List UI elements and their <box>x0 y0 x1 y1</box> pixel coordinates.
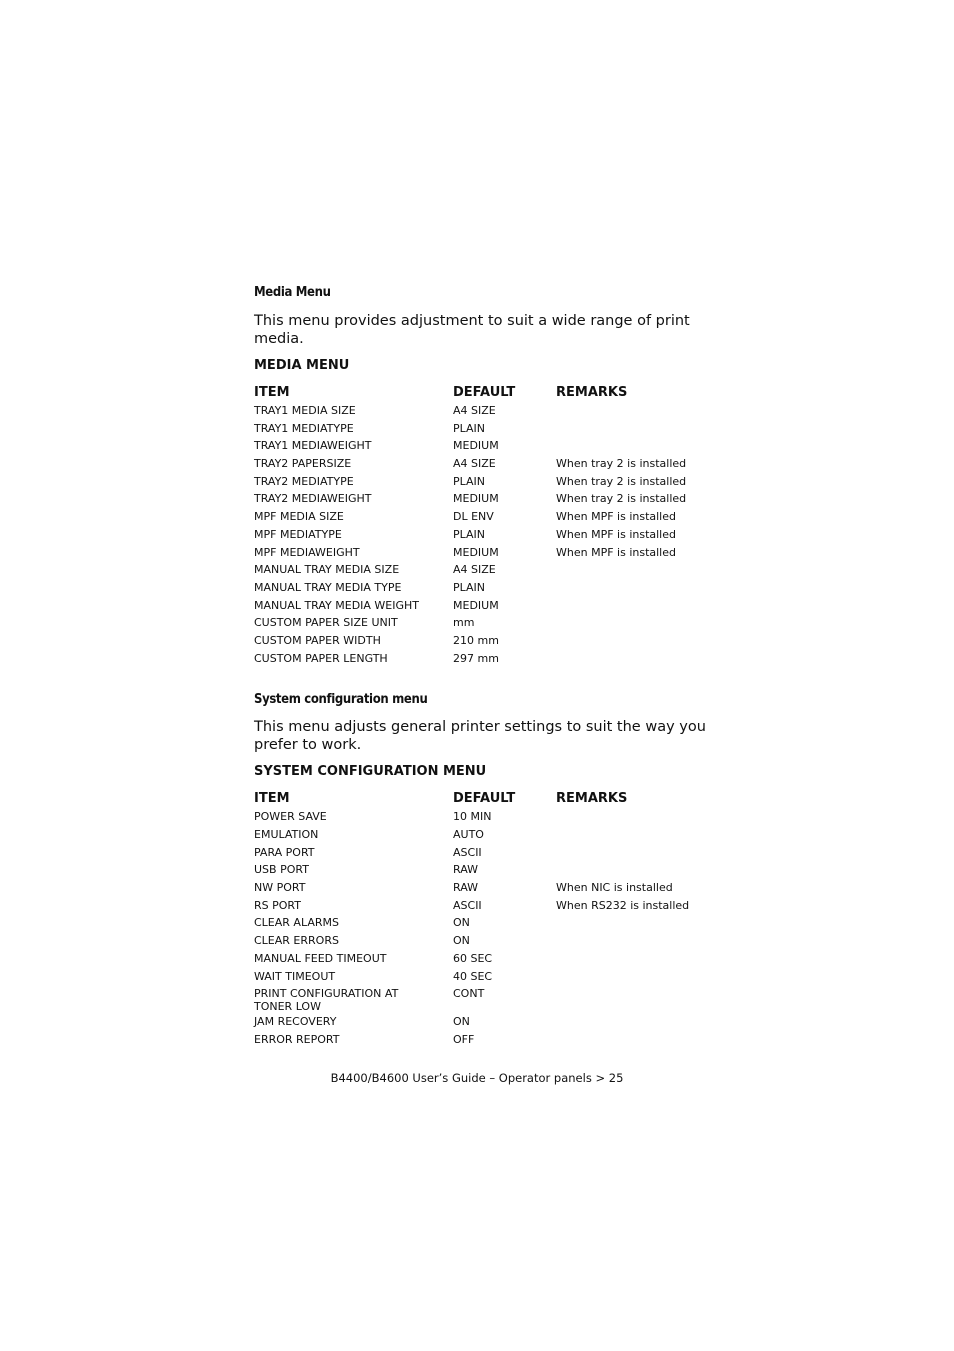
system-menu-rows <box>254 808 714 1048</box>
cell-item: EMULATION <box>254 828 319 841</box>
cell-item: TRAY1 MEDIATYPE <box>254 421 354 435</box>
cell-default: 60 SEC <box>453 951 493 965</box>
cell-item: MPF MEDIATYPE <box>254 527 342 541</box>
column-header-item: ITEM <box>254 791 290 807</box>
cell-remarks <box>556 437 714 455</box>
cell-default: mm <box>453 616 475 630</box>
cell-default: 210 mm <box>453 633 499 647</box>
table-row <box>254 526 714 544</box>
table-row <box>254 914 714 932</box>
cell-default: DL ENV <box>453 510 494 524</box>
cell-remarks <box>556 914 714 932</box>
table-row <box>254 826 714 844</box>
cell-item: PRINT CONFIGURATION AT TONER LOW <box>254 987 399 1014</box>
cell-item: PARA PORT <box>254 845 315 859</box>
cell-default: 40 SEC <box>453 969 493 983</box>
cell-default: ON <box>453 916 470 930</box>
table-row <box>254 614 714 632</box>
column-header-remarks: REMARKS <box>556 385 628 400</box>
cell-item: JAM RECOVERY <box>254 1015 337 1029</box>
cell-remarks: When MPF is installed <box>556 510 676 524</box>
cell-item: MANUAL FEED TIMEOUT <box>254 951 387 965</box>
page-content <box>254 284 724 1049</box>
table-row <box>254 508 714 526</box>
table-row <box>254 897 714 915</box>
cell-item: MANUAL TRAY MEDIA SIZE <box>254 563 400 577</box>
cell-item: TRAY1 MEDIA SIZE <box>254 404 356 417</box>
cell-default: A4 SIZE <box>453 457 496 471</box>
system-menu-intro: This menu adjusts general printer settings to suit the way you prefer to work. <box>254 719 706 754</box>
cell-remarks: When tray 2 is installed <box>556 474 687 488</box>
cell-item: TRAY1 MEDIAWEIGHT <box>254 439 372 453</box>
table-row <box>254 473 714 491</box>
table-row <box>254 490 714 508</box>
media-menu-table <box>254 384 714 667</box>
cell-default: RAW <box>453 863 478 877</box>
cell-remarks <box>556 579 714 597</box>
table-row <box>254 844 714 862</box>
cell-default: PLAIN <box>453 421 486 435</box>
cell-remarks <box>556 402 714 420</box>
media-menu-intro: This menu provides adjustment to suit a wide range of print media. <box>254 313 690 347</box>
cell-default: PLAIN <box>453 580 486 594</box>
cell-default: ASCII <box>453 898 482 912</box>
column-header-item: ITEM <box>254 385 290 400</box>
cell-default: PLAIN <box>453 527 486 541</box>
system-menu-heading: System configuration menu <box>254 692 428 708</box>
table-row <box>254 455 714 473</box>
cell-remarks <box>556 420 714 438</box>
cell-item: CUSTOM PAPER WIDTH <box>254 633 381 647</box>
cell-item: CLEAR ERRORS <box>254 934 339 948</box>
cell-default: A4 SIZE <box>453 563 496 577</box>
cell-remarks <box>556 861 714 879</box>
cell-remarks <box>556 826 714 844</box>
column-header-default: DEFAULT <box>453 791 516 807</box>
cell-remarks <box>556 561 714 579</box>
table-row <box>254 968 714 986</box>
cell-item: CLEAR ALARMS <box>254 916 339 930</box>
cell-remarks: When tray 2 is installed <box>556 457 687 471</box>
cell-default: AUTO <box>453 828 484 841</box>
table-row <box>254 1013 714 1031</box>
cell-item: MPF MEDIAWEIGHT <box>254 545 360 559</box>
cell-remarks: When MPF is installed <box>556 527 676 541</box>
cell-remarks <box>556 650 714 668</box>
cell-default: OFF <box>453 1032 475 1046</box>
cell-default: ON <box>453 934 470 948</box>
page-footer: B4400/B4600 User’s Guide – Operator panels > 25 <box>330 1071 624 1085</box>
table-header-row <box>254 384 714 402</box>
cell-item: RS PORT <box>254 898 301 912</box>
table-row <box>254 561 714 579</box>
cell-item: ERROR REPORT <box>254 1032 340 1046</box>
cell-remarks <box>556 632 714 650</box>
cell-item: MANUAL TRAY MEDIA WEIGHT <box>254 598 420 612</box>
column-header-remarks: REMARKS <box>556 791 628 807</box>
cell-item: WAIT TIMEOUT <box>254 969 336 983</box>
table-row <box>254 597 714 615</box>
cell-remarks <box>556 950 714 968</box>
media-menu-heading: Media Menu <box>254 285 331 300</box>
cell-default: CONT <box>453 987 485 1001</box>
cell-default: RAW <box>453 881 478 895</box>
cell-remarks <box>556 968 714 986</box>
cell-default: 297 mm <box>453 651 499 665</box>
table-row <box>254 879 714 897</box>
cell-remarks <box>556 985 714 1013</box>
cell-item: POWER SAVE <box>254 810 327 824</box>
table-row <box>254 544 714 562</box>
system-menu-table-title: SYSTEM CONFIGURATION MENU <box>254 764 487 780</box>
table-row <box>254 420 714 438</box>
table-row <box>254 808 714 826</box>
cell-default: MEDIUM <box>453 545 499 559</box>
cell-remarks <box>556 1031 714 1049</box>
cell-remarks: When tray 2 is installed <box>556 492 687 506</box>
cell-item: MPF MEDIA SIZE <box>254 510 344 524</box>
cell-remarks <box>556 614 714 632</box>
cell-item: TRAY2 PAPERSIZE <box>254 457 352 471</box>
cell-default: ON <box>453 1015 470 1029</box>
table-header-row <box>254 790 714 808</box>
table-row <box>254 650 714 668</box>
cell-remarks: When NIC is installed <box>556 881 673 895</box>
cell-remarks <box>556 808 714 826</box>
cell-default: MEDIUM <box>453 439 499 453</box>
cell-item: USB PORT <box>254 863 309 877</box>
cell-default: A4 SIZE <box>453 404 496 417</box>
cell-item: TRAY2 MEDIAWEIGHT <box>254 492 372 506</box>
table-row <box>254 579 714 597</box>
cell-item: NW PORT <box>254 881 306 895</box>
cell-item: MANUAL TRAY MEDIA TYPE <box>254 580 402 594</box>
cell-item: CUSTOM PAPER LENGTH <box>254 651 388 665</box>
media-menu-rows <box>254 402 714 667</box>
cell-default: PLAIN <box>453 474 486 488</box>
table-row <box>254 632 714 650</box>
cell-default: 10 MIN <box>453 810 492 824</box>
cell-remarks <box>556 844 714 862</box>
cell-remarks <box>556 932 714 950</box>
column-header-default: DEFAULT <box>453 385 516 400</box>
table-row <box>254 950 714 968</box>
cell-default: MEDIUM <box>453 598 499 612</box>
table-row <box>254 437 714 455</box>
table-row <box>254 932 714 950</box>
cell-item: CUSTOM PAPER SIZE UNIT <box>254 616 398 630</box>
cell-default: MEDIUM <box>453 492 499 506</box>
cell-remarks: When MPF is installed <box>556 545 676 559</box>
cell-remarks <box>556 597 714 615</box>
table-row <box>254 1031 714 1049</box>
table-row <box>254 402 714 420</box>
table-row <box>254 861 714 879</box>
media-menu-table-title: MEDIA MENU <box>254 358 350 373</box>
table-row <box>254 985 714 1013</box>
cell-remarks: When RS232 is installed <box>556 898 690 912</box>
cell-default: ASCII <box>453 845 482 859</box>
cell-item: TRAY2 MEDIATYPE <box>254 474 354 488</box>
cell-remarks <box>556 1013 714 1031</box>
system-menu-table <box>254 790 714 1048</box>
